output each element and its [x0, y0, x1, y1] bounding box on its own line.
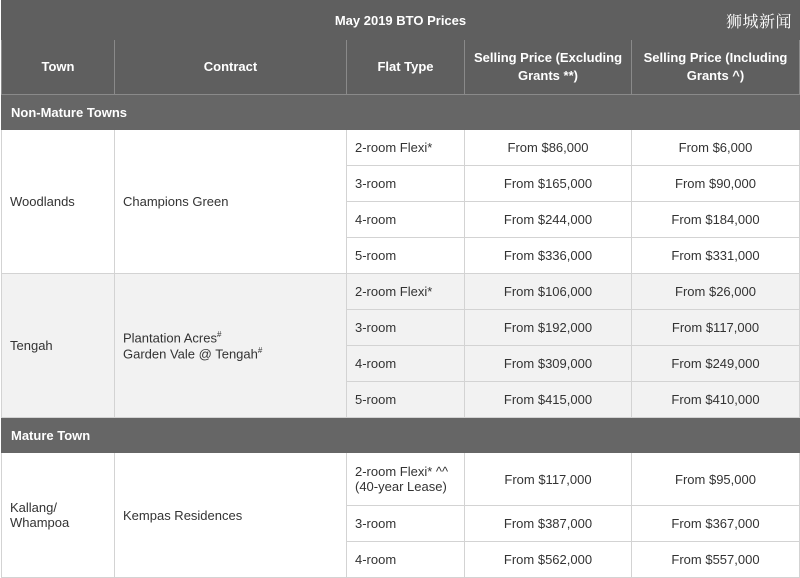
flat-type-cell: 2-room Flexi* — [347, 130, 465, 166]
price-including-cell: From $95,000 — [632, 453, 800, 506]
contract-line: Garden Vale @ Tengah — [123, 345, 258, 361]
price-excluding-cell: From $165,000 — [465, 166, 632, 202]
flat-type-cell: 3-room — [347, 166, 465, 202]
header-town: Town — [2, 40, 115, 95]
flat-type-cell: 3-room — [347, 506, 465, 542]
contract-cell: Champions Green — [115, 130, 347, 274]
town-line: Kallang/ — [10, 500, 57, 515]
price-including-cell: From $331,000 — [632, 238, 800, 274]
flat-type-cell: 2-room Flexi* — [347, 274, 465, 310]
town-cell: Woodlands — [2, 130, 115, 274]
price-excluding-cell: From $387,000 — [465, 506, 632, 542]
flat-type-cell: 5-room — [347, 382, 465, 418]
town-line: Whampoa — [10, 515, 70, 530]
price-including-cell: From $117,000 — [632, 310, 800, 346]
price-including-cell: From $249,000 — [632, 346, 800, 382]
price-excluding-cell: From $309,000 — [465, 346, 632, 382]
price-excluding-cell: From $562,000 — [465, 542, 632, 578]
header-price-excluding-grants: Selling Price (Excluding Grants **) — [465, 40, 632, 95]
price-including-cell: From $6,000 — [632, 130, 800, 166]
flat-type-cell — [347, 453, 465, 506]
contract-cell: Kempas Residences — [115, 453, 347, 578]
town-cell: Tengah — [2, 274, 115, 418]
section-row-mature — [2, 418, 800, 453]
price-including-cell: From $557,000 — [632, 542, 800, 578]
table-title: May 2019 BTO Prices — [2, 1, 800, 40]
header-contract: Contract — [115, 40, 347, 95]
watermark-text: 狮城新闻 — [725, 12, 792, 31]
price-excluding-cell: From $117,000 — [465, 453, 632, 506]
flat-type-line: (40-year Lease) — [355, 479, 447, 494]
table-header-row — [2, 40, 800, 95]
price-including-cell: From $367,000 — [632, 506, 800, 542]
section-label: Non-Mature Towns — [2, 95, 800, 130]
price-excluding-cell: From $336,000 — [465, 238, 632, 274]
table-title-row — [2, 1, 800, 40]
contract-line: Plantation Acres — [123, 330, 217, 346]
flat-type-cell: 4-room — [347, 346, 465, 382]
price-excluding-cell: From $244,000 — [465, 202, 632, 238]
section-label: Mature Town — [2, 418, 800, 453]
price-including-cell: From $410,000 — [632, 382, 800, 418]
contract-footnote-mark: # — [257, 345, 263, 355]
header-flat-type: Flat Type — [347, 40, 465, 95]
flat-type-cell: 5-room — [347, 238, 465, 274]
price-including-cell: From $184,000 — [632, 202, 800, 238]
price-excluding-cell: From $86,000 — [465, 130, 632, 166]
town-cell — [2, 453, 115, 578]
flat-type-cell: 3-room — [347, 310, 465, 346]
price-excluding-cell: From $415,000 — [465, 382, 632, 418]
flat-type-cell: 4-room — [347, 202, 465, 238]
table-row — [2, 274, 800, 310]
flat-type-cell: 4-room — [347, 542, 465, 578]
table-row — [2, 453, 800, 506]
section-row-non-mature — [2, 95, 800, 130]
flat-type-line: 2-room Flexi* ^^ — [355, 464, 449, 479]
header-price-including-grants: Selling Price (Including Grants ^) — [632, 40, 800, 95]
bto-price-table — [1, 0, 800, 578]
price-excluding-cell: From $192,000 — [465, 310, 632, 346]
price-including-cell: From $26,000 — [632, 274, 800, 310]
contract-footnote-mark: # — [216, 330, 222, 340]
price-excluding-cell: From $106,000 — [465, 274, 632, 310]
contract-cell — [115, 274, 347, 418]
price-including-cell: From $90,000 — [632, 166, 800, 202]
table-row — [2, 130, 800, 166]
